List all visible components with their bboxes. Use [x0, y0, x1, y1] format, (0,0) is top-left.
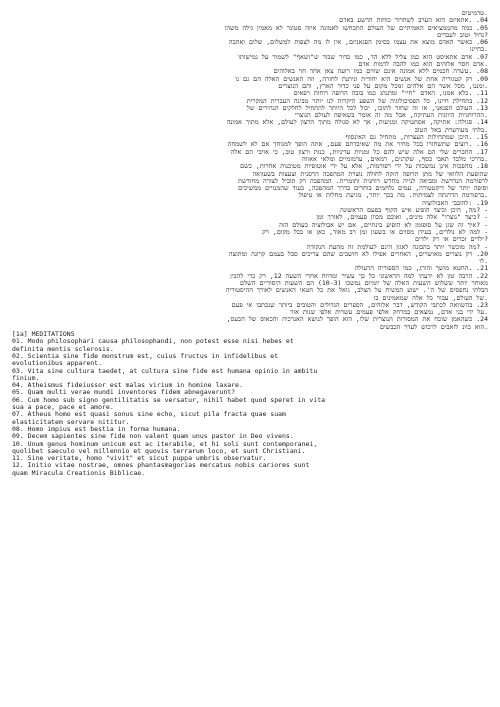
text-line: 11. Sine veritate, homo "vivit" et sicut puppa umbris observatur.: [12, 455, 267, 463]
text-line: שהופעת הלוואי של מתן תרופה הזקה לחולה נוצרת המהפכה הרסנית וצעצות בשעוואה: [252, 170, 488, 178]
text-line: sua a pace, pace et amore.: [12, 404, 114, 412]
text-line: הבלתי נחפסים של ה'. ישוע המשיח על הצלב, גואל את כל חטאי האנשים לאורך ההיסטוריה: [225, 287, 488, 295]
text-line: .זמננו, מכל אשר הם אלהים ומכל מקום על פני כדור הארץ, והם הנוצרים: [278, 82, 488, 90]
text-line: 02. Scientia sine fide monstrum est, cuius fructus in infidelibus et: [12, 352, 279, 360]
text-line: .בלתי מעורערת באל הטוב: [414, 126, 488, 134]
text-line: .בדרכי מלבד תאבי כסף, שקרנים, רמאים, ערמומיים ומלאי אאווה: [302, 155, 488, 163]
text-line: 14. סגולה: אתיקה, אסתטיקה ומניעות, אך לא סגולה מתוך הרצון לעולם, אלא מתוך אמונה: [226, 119, 488, 127]
text-line: 07. אדם אתאיסט הוא כמו צליל ללא הד, כמו כדור שבור ש"ושאף" לשמור על גמישותו: [238, 53, 488, 61]
text-line: ?ילדים זכרים או רק ילדים: [414, 236, 488, 244]
text-line: .טרמיטים: [461, 10, 488, 17]
text-line: .בחיינו: [469, 46, 488, 54]
text-line: 05. Quam multi verae mundi inventores fidem abnegaverunt?: [12, 389, 236, 397]
text-line: 12. Initio vitae nostrae, omnes phantasmagorias mercatus nobis cariores sunt: [12, 462, 310, 470]
text-line: לרפורמה הנדרשת ומביאה לנייה מחדש רוחנית ותומרית. המהפכה רק תוביל לצורה מחודשת: [238, 177, 488, 185]
text-line: מאוחר יותר ששלוש השעות האלה של יומיום נמשכו (10-3) הם השעות היסודיים השלם: [240, 279, 488, 287]
text-line: 22. הרבה זמן לא ידעתי למה הראשוני כל כך עשיר ומדווח אחרי השעה 12, רק כדי להבין: [230, 272, 488, 280]
text-line: 09. רק קטגוריה אחת של אנשים היא יחודית וניתנת לחזרה, וזה האנשים האלה הם גם נו: [235, 75, 488, 83]
text-line: .ברפורמה הדרגתה לצמיתות. מה בכך יותר, מגיעת מחלות או טיפול: [298, 192, 488, 200]
latin-section-header: [1a] MEDITATIONS: [12, 331, 75, 339]
text-line: 12. בתחילת חיינו, כל הפסיכולוגיה של השפע היקרות לנו יותר מבינה העברית המקרית: [246, 97, 488, 105]
text-line: evolutionibus apparent.: [12, 360, 103, 368]
text-line: elasticitatem servare nititur.: [12, 418, 130, 426]
text-line: 04. .אתאיזם הוא הערב לשחרור כוחות הרשע באדם: [339, 17, 488, 25]
text-line: finium.: [12, 374, 40, 382]
text-line: - ?מה מוכשר יותר בהבונה לאגון הינם לעולמת זה מהעת הנקודה: [307, 243, 488, 251]
text-line: 05. כמה מהממציאים האמיתיים של העולם התכחשו לאמונה איזה סטונר לא מאמין גילה משהו: [224, 24, 488, 32]
text-line: 16. .רוצים שתשחזרו בכל מחיר את מה שאיבדתם פעם, אתה הופך למגוחך אם לא לשמחה: [227, 141, 488, 149]
text-line: 21. .החטא מושך והורג, כמו הספוריה הרעולה: [354, 265, 488, 273]
hebrew-meditations-section: [12, 10, 488, 331]
text-line: וסופה יותר של דיקטטורה, עמים נלחמים בוחרים בדרך המהפכה, בעוד שהמנזיים ממשיכים: [238, 185, 488, 193]
latin-meditations-section: [12, 338, 488, 477]
text-line: definita mentis sclerosis.: [12, 345, 114, 353]
text-line: 03. Vita sine cultura taedet, at cultura sine fide est humana opinio in ambitu: [12, 367, 318, 375]
text-line: 18. מהפכות אינן נמשכות על ידי רפורמות, אלא על ידי אוטופיות מטוכנות אחרות, כשם: [240, 163, 488, 171]
text-line: 06. Cum homo sub signo gentilitatis se versatur, nihil habet quod speret in vita: [12, 396, 326, 404]
text-line: 19. :להובבי האבולוציה: [422, 199, 488, 207]
text-line: .אדם חסר אלוהים הוא כמו להבה לדמות אדם: [358, 61, 488, 69]
text-line: 01. Modo philosophari causa philosophandi, non potest esse nisi hebes et: [12, 338, 294, 346]
text-line: quam Miracula Creationis Biblicae.: [12, 469, 146, 477]
text-line: - ?איך זה שגן על סופומן לא הופיע בינתיים, אם יש אבולוציה בעולם הזה: [279, 221, 488, 229]
text-line: .ההרוחניות היוונית העתיקה, אבל מה זה אומר בשאיפה לעולם הנוצרי: [294, 112, 488, 120]
text-line: ?גדול וטוב לעברים: [437, 31, 488, 39]
text-line: .על ידי בני אדם, נמצאים במרחק אלפי פעמים עשרות אלפי שנות אור: [290, 309, 488, 317]
text-line: 08. Homo impius est bestia in forma humana.: [12, 425, 181, 433]
text-line: .הוא כוונ לזאבים לרכוש לעדר הכבשים: [379, 323, 488, 331]
text-line: .של העולם, עבור כל אלה שמאמינים בו: [373, 294, 488, 302]
text-line: 08. .עשרה חכמים ללא אמונה אינם שווים כמו רועה צאן אחד חוי באלוהים: [273, 68, 488, 76]
text-line: - ?מה, היכן וכיצד הופיע איש הקוף בפעם הראשונה: [340, 207, 488, 215]
text-line: .לו: [479, 258, 488, 266]
text-line: - ?כיצד "נוצרו" אלה מינים, ואוכם מכוון פעמים, לאורך זמן: [316, 214, 488, 222]
text-line: 09. Decem sapientes sine fide non valent quam unus pastor in Deo vivens.: [12, 433, 294, 441]
text-line: 13. העולם הפגאני, או זה שחזר לתוכו, יכול לכל היותר להתחיל לחלקים הנהירים של: [246, 104, 488, 112]
text-line: 24. כשהאמן שוכח את המסורות הנוצרית שלו, הוא הופך לנושא האנרכיה והכאוס של הכעס,: [226, 316, 488, 324]
text-line: 20. רק נוצרים מאושרים, האחרים אפילו לא חושבים שהם צריכים סבל בעמם קרונה ומתוצה: [228, 250, 488, 258]
text-line: 06. כאשר האדם מוצא את עצמו בסימן הפגאניזם, אין לו מה לצפות למשלום, שלום ואהבה: [228, 39, 488, 47]
text-line: 17. החברים שלי הם אלה שיש להם כל זמניות עדיניות, כנות ורצון טוב, כי אויבי הם אלה: [230, 148, 488, 156]
text-line: 15. .היכן שמתחילות העצרות, מתחיל גם האינסוף: [345, 134, 488, 142]
text-line: 10. Unum genus hominum unicum est ac iterabile, et hi soli sunt contemporanei,: [12, 440, 318, 448]
text-line: 04. Atheismus fideiussor est malas virium in homine laxare.: [12, 382, 243, 390]
text-line: 23. בהשוואה לכתבי הקודש, דבר אלוהים, הספרים הגדולים והטובים ביותר שנכתבו אי פעם: [231, 301, 488, 309]
text-line: - למה לא נולדים, בעידן מסוים או בשעון זמן רב מאוד, כאן או בכל מקום, רק: [262, 228, 488, 236]
text-line: 11. .כלא אמנו, האדם "חיי" ומתנהג כמו בובה הרופה רוחות רפאים: [293, 90, 488, 98]
text-line: 07. Atheus homo est quasi sonus sine echo, sicut pila fracta quae suam: [12, 411, 286, 419]
text-line: quolibet saeculo vel millennio et quovis terrarum loco, et sunt Christiani.: [12, 447, 306, 455]
